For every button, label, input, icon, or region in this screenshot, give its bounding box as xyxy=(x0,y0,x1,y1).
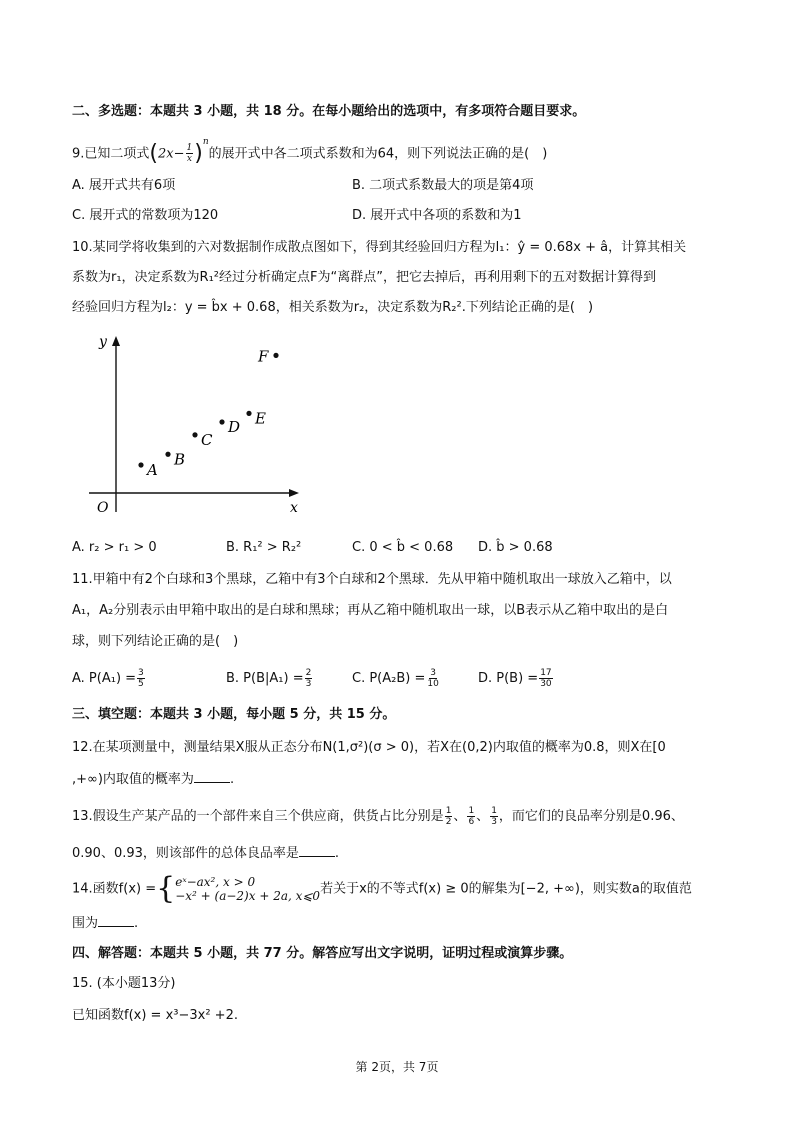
q12-answer-blank xyxy=(194,768,230,783)
x-axis-label: x xyxy=(290,500,298,516)
q11-option-d: D. P(B) = $\frac{17}{30}$ xyxy=(478,668,552,689)
scatter-point-a xyxy=(138,462,143,467)
y-axis-arrow-icon xyxy=(112,336,120,346)
scatter-point-b xyxy=(165,452,170,457)
q11-line-1: 11.甲箱中有2个白球和3个黑球，乙箱中有3个白球和2个黑球．先从甲箱中随机取出一球放入乙箱中，以 xyxy=(72,572,672,587)
q10-option-d: D. b̂ > 0.68 xyxy=(478,540,553,555)
q13-fraction-2: $\frac{1}{6}$ xyxy=(468,806,475,827)
q9-prefix: 9.已知二项式 xyxy=(72,146,150,162)
page-footer: 第 2页，共 7页 xyxy=(355,1060,439,1074)
q14-piecewise: eˣ−ax², x > 0 −x² + (a−2)x + 2a, x⩽0 xyxy=(175,875,321,903)
q11-option-b: B. P(B|A₁) = $\frac{2}{3}$ xyxy=(226,668,312,689)
scatter-label-f: F xyxy=(258,347,269,366)
origin-label: O xyxy=(97,500,109,516)
q9-suffix: 的展开式中各二项式系数和为64，则下列说法正确的是( ) xyxy=(208,146,548,162)
scatter-point-e xyxy=(246,411,251,416)
q11-line-2: A₁，A₂分别表示由甲箱中取出的是白球和黑球；再从乙箱中随机取出一球，以B表示从乙箱中取出的是白 xyxy=(72,603,669,618)
q15-title: 15. (本小题13分) xyxy=(72,976,176,991)
scatter-label-b: B xyxy=(174,450,186,469)
q9-option-a: A. 展开式共有6项 xyxy=(72,178,176,193)
q11-line-3: 球，则下列结论正确的是( ) xyxy=(72,634,239,649)
q14-line-2: 围为 . xyxy=(72,912,138,934)
q11-option-c: C. P(A₂B) = $\frac{3}{10}$ xyxy=(352,668,439,689)
q13-fraction-3: $\frac{1}{3}$ xyxy=(491,806,497,827)
q14-line-1: 14.函数f(x) ={ eˣ−ax², x > 0 −x² + (a−2)x + 2a, x⩽0 若关于x的不等式f(x) ≥ 0的解集为[−2, +∞)，则实数a的取值范 xyxy=(72,871,692,906)
x-axis-arrow-icon xyxy=(289,489,299,497)
q10-option-b: B. R₁² > R₂² xyxy=(226,540,302,555)
q12-line-2: ,+∞)内取值的概率为 . xyxy=(72,768,234,790)
q11-option-a: A. P(A₁) = $\frac{3}{5}$ xyxy=(72,668,144,689)
q10-line-2: 系数为r₁，决定系数为R₁²经过分析确定点F为“离群点”，把它去掉后，再利用剩下的五对数据计算得到 xyxy=(72,270,656,285)
q10-option-c: C. 0 < b̂ < 0.68 xyxy=(352,540,454,555)
y-axis-label: y xyxy=(99,334,107,350)
scatter-label-a: A xyxy=(147,461,158,479)
scatter-plot xyxy=(85,330,315,520)
scatter-label-d: D xyxy=(228,418,241,436)
scatter-point-c xyxy=(192,432,197,437)
q13-fraction-1: $\frac{1}{2}$ xyxy=(445,806,452,827)
section-3-heading: 三、填空题：本题共 3 小题，每小题 5 分，共 15 分。 xyxy=(72,707,396,722)
scatter-point-d xyxy=(219,419,224,424)
q10-line-1: 10.某同学将收集到的六对数据制作成散点图如下，得到其经验回归方程为l₁：ŷ = 0.68x + â，计算其相关 xyxy=(72,240,687,255)
scatter-label-e: E xyxy=(255,409,266,428)
q9-stem: 9.已知二项式(2x− $\frac{1}{x}$ )$^n$的展开式中各二项式系数和为64，则下列说法正确的是( ) xyxy=(72,137,548,166)
q13-line-2: 0.90、0.93，则该部件的总体良品率是 . xyxy=(72,842,339,864)
q9-option-c: C. 展开式的常数项为120 xyxy=(72,208,219,223)
q13-answer-blank xyxy=(299,842,335,857)
q9-exponent: n xyxy=(202,137,209,147)
q12-line-1: 12.在某项测量中，测量结果X服从正态分布N(1,σ²)(σ > 0)，若X在(0,2)内取值的概率为0.8，则X在[0 xyxy=(72,740,666,755)
q10-line-3: 经验回归方程为l₂：y = b̂x + 0.68，相关系数为r₂，决定系数为R₂².下列结论正确的是( ) xyxy=(72,300,594,315)
q14-answer-blank xyxy=(98,912,134,927)
scatter-point-f xyxy=(273,353,278,358)
q13-line-1: 13.假设生产某产品的一个部件来自三个供应商，供货占比分别是 $\frac{1}{2}$ 、 $\frac{1}{6}$ 、 $\frac{1}{3}$ ，而它们的良品率分别是0.96、 xyxy=(72,806,684,827)
q9-option-d: D. 展开式中各项的系数和为1 xyxy=(352,208,522,223)
scatter-label-c: C xyxy=(201,430,213,449)
q9-binom-left: 2x− xyxy=(158,146,185,162)
section-2-heading: 二、多选题：本题共 3 小题，共 18 分。在每小题给出的选项中，有多项符合题目要求。 xyxy=(72,104,586,119)
section-4-heading: 四、解答题：本题共 5 小题，共 77 分。解答应写出文字说明，证明过程或演算步骤。 xyxy=(72,946,573,961)
q10-option-a: A. r₂ > r₁ > 0 xyxy=(72,540,157,555)
q9-option-b: B. 二项式系数最大的项是第4项 xyxy=(352,178,534,193)
q15-body: 已知函数f(x) = x³−3x² +2. xyxy=(72,1008,238,1023)
q9-fraction: $\frac{1}{x}$ xyxy=(186,143,193,165)
